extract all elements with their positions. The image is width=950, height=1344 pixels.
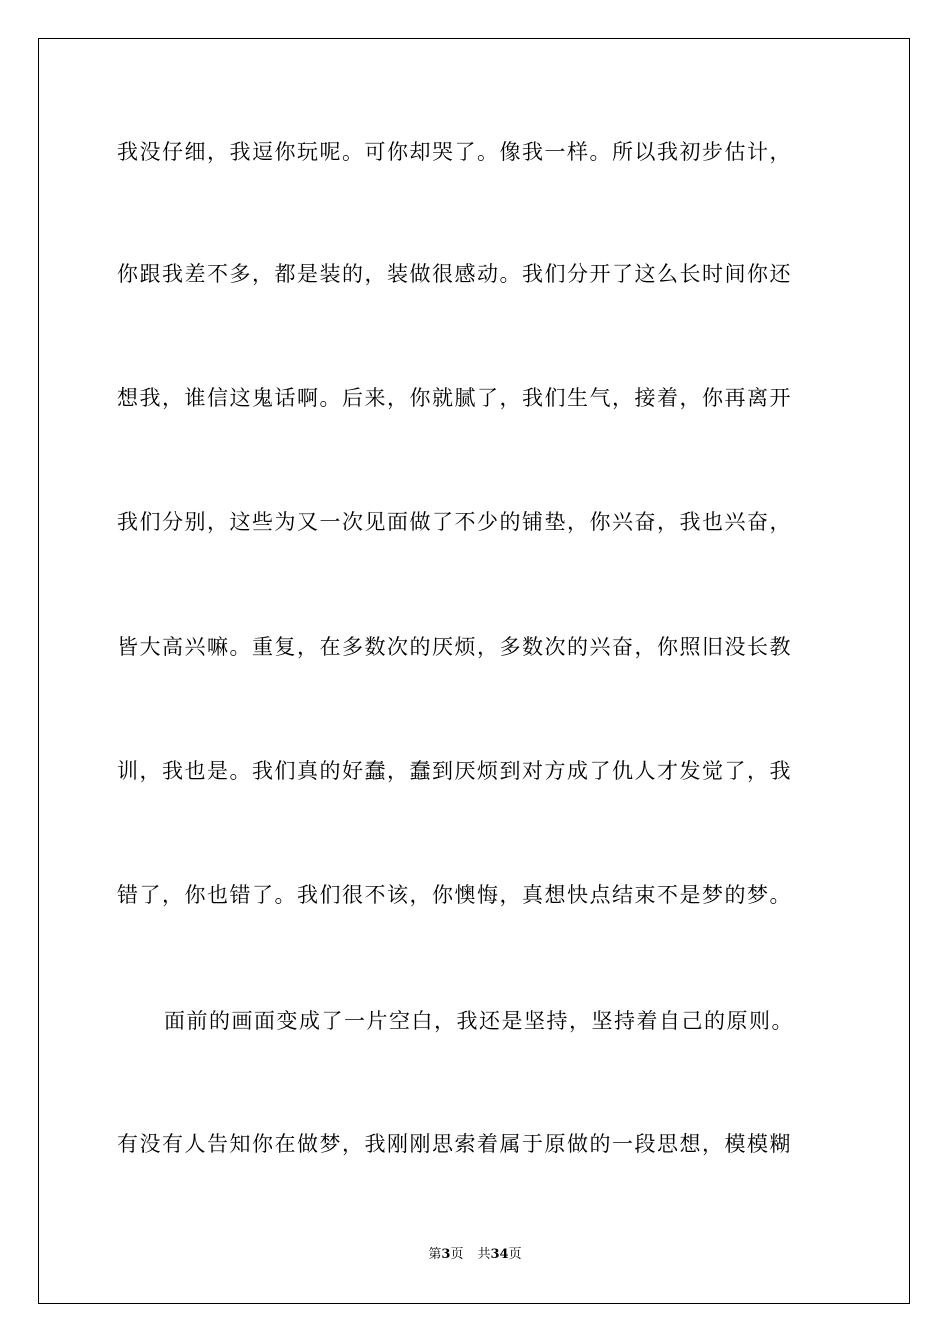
page-suffix: 页 <box>450 1247 464 1262</box>
text-line: 我们分别，这些为又一次见面做了不少的铺垫，你兴奋，我也兴奋， <box>117 510 792 534</box>
page-number: 3 <box>441 1247 451 1262</box>
text-line: 皆大高兴嘛。重复，在多数次的厌烦，多数次的兴奋，你照旧没长教 <box>117 635 792 659</box>
text-line: 你跟我差不多，都是装的，装做很感动。我们分开了这么长时间你还 <box>117 262 792 286</box>
total-pages: 34 <box>490 1247 509 1262</box>
page-border <box>38 38 910 1304</box>
paragraph-first-line: 面前的画面变成了一片空白，我还是坚持，坚持着自己的原则。 <box>164 1009 794 1033</box>
text-line: 训，我也是。我们真的好蠢，蠢到厌烦到对方成了仇人才发觉了，我 <box>117 759 792 783</box>
text-line: 错了，你也错了。我们很不该，你懊悔，真想快点结束不是梦的梦。 <box>117 883 792 907</box>
page-prefix: 第 <box>428 1247 442 1262</box>
total-suffix: 页 <box>508 1247 522 1262</box>
text-line: 我没仔细，我逗你玩呢。可你却哭了。像我一样。所以我初步估计， <box>117 140 792 164</box>
text-line: 有没有人告知你在做梦，我刚刚思索着属于原做的一段思想，模模糊 <box>117 1132 792 1156</box>
page-footer <box>0 1246 950 1264</box>
total-prefix: 共 <box>477 1247 491 1262</box>
text-line: 想我，谁信这鬼话啊。后来，你就腻了，我们生气，接着，你再离开 <box>117 386 792 410</box>
